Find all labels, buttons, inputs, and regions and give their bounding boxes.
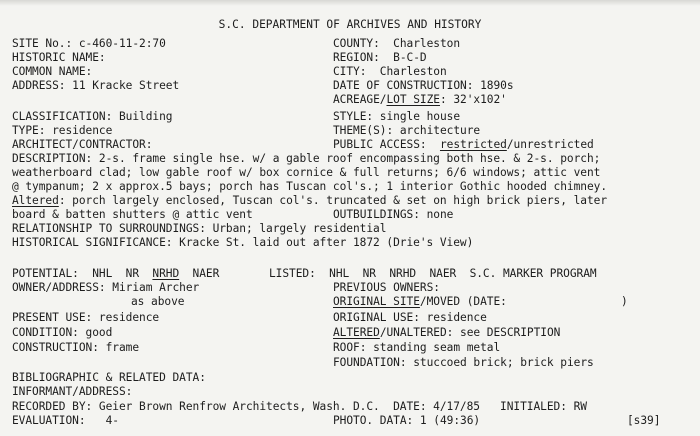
recorded-by: RECORDED BY: Geier Brown Renfrow Architects, Wash. D.C. DATE: 4/17/85 INITIALED: RW	[12, 400, 587, 413]
common-name: COMMON NAME:	[12, 65, 93, 78]
address: ADDRESS: 11 Kracke Street	[12, 79, 180, 92]
bibliographic-data: BIBLIOGRAPHIC & RELATED DATA:	[12, 371, 206, 384]
historical-significance: HISTORICAL SIGNIFICANCE: Kracke St. laid out after 1872 (Drie's View)	[12, 236, 474, 249]
potential: POTENTIAL: NHL NR NRHD NAER	[12, 267, 220, 280]
page-code: [s39]	[627, 414, 661, 427]
present-use: PRESENT USE: residence	[12, 311, 160, 324]
date-of-construction: DATE OF CONSTRUCTION: 1890s	[333, 79, 514, 92]
previous-owners: PREVIOUS OWNERS:	[333, 281, 440, 294]
condition: CONDITION: good	[12, 326, 113, 339]
style: STYLE: single house	[333, 110, 461, 123]
owner-address-line-2: as above	[131, 295, 185, 308]
outbuildings: OUTBUILDINGS: none	[333, 208, 454, 221]
original-site: ORIGINAL SITE/MOVED (DATE:	[333, 295, 507, 308]
county: COUNTY: Charleston	[333, 37, 461, 50]
foundation: FOUNDATION: stuccoed brick; brick piers	[333, 356, 594, 369]
informant-address: INFORMANT/ADDRESS:	[12, 385, 133, 398]
themes: THEME(S): architecture	[333, 124, 481, 137]
region: REGION: B-C-D	[333, 51, 427, 64]
card-top-edge	[0, 0, 700, 6]
original-site-date-close: )	[621, 295, 628, 308]
owner-address: OWNER/ADDRESS: Miriam Archer	[12, 281, 200, 294]
description-line-1: DESCRIPTION: 2-s. frame single hse. w/ a gable roof encompassing both hse. & 2-s. porch;	[12, 152, 601, 165]
card-title: S.C. DEPARTMENT OF ARCHIVES AND HISTORY	[218, 18, 482, 31]
type: TYPE: residence	[12, 124, 113, 137]
description-line-5: board & batten shutters @ attic vent	[12, 208, 253, 221]
photo-data: PHOTO. DATA: 1 (49:36)	[333, 414, 481, 427]
historic-name: HISTORIC NAME:	[12, 51, 106, 64]
description-line-2: weatherboard clad; low gable roof w/ box cornice & full returns; 6/6 windows; attic vent	[12, 166, 601, 179]
relationship-to-surroundings: RELATIONSHIP TO SURROUNDINGS: Urban; largely residential	[12, 222, 387, 235]
evaluation: EVALUATION: 4-	[12, 414, 119, 427]
altered-unaltered: ALTERED/UNALTERED: see DESCRIPTION	[333, 326, 561, 339]
architect-contractor: ARCHITECT/CONTRACTOR:	[12, 138, 153, 151]
city: CITY: Charleston	[333, 65, 447, 78]
roof: ROOF: standing seam metal	[333, 341, 501, 354]
site-number: SITE No.: c-460-11-2:70	[12, 37, 166, 50]
original-use: ORIGINAL USE: residence	[333, 311, 487, 324]
classification: CLASSIFICATION: Building	[12, 110, 173, 123]
description-line-4: Altered: porch largely enclosed, Tuscan col's. truncated & set on high brick piers, later	[12, 194, 608, 207]
acreage-lot-size: ACREAGE/LOT SIZE: 32'x102'	[333, 93, 507, 106]
description-line-3: @ tympanum; 2 x approx.5 bays; porch has Tuscan col's.; 1 interior Gothic hooded chimney.	[12, 180, 608, 193]
construction: CONSTRUCTION: frame	[12, 341, 140, 354]
listed: LISTED: NHL NR NRHD NAER S.C. MARKER PROGRAM	[269, 267, 597, 280]
public-access: PUBLIC ACCESS: restricted/unrestricted	[333, 138, 594, 151]
